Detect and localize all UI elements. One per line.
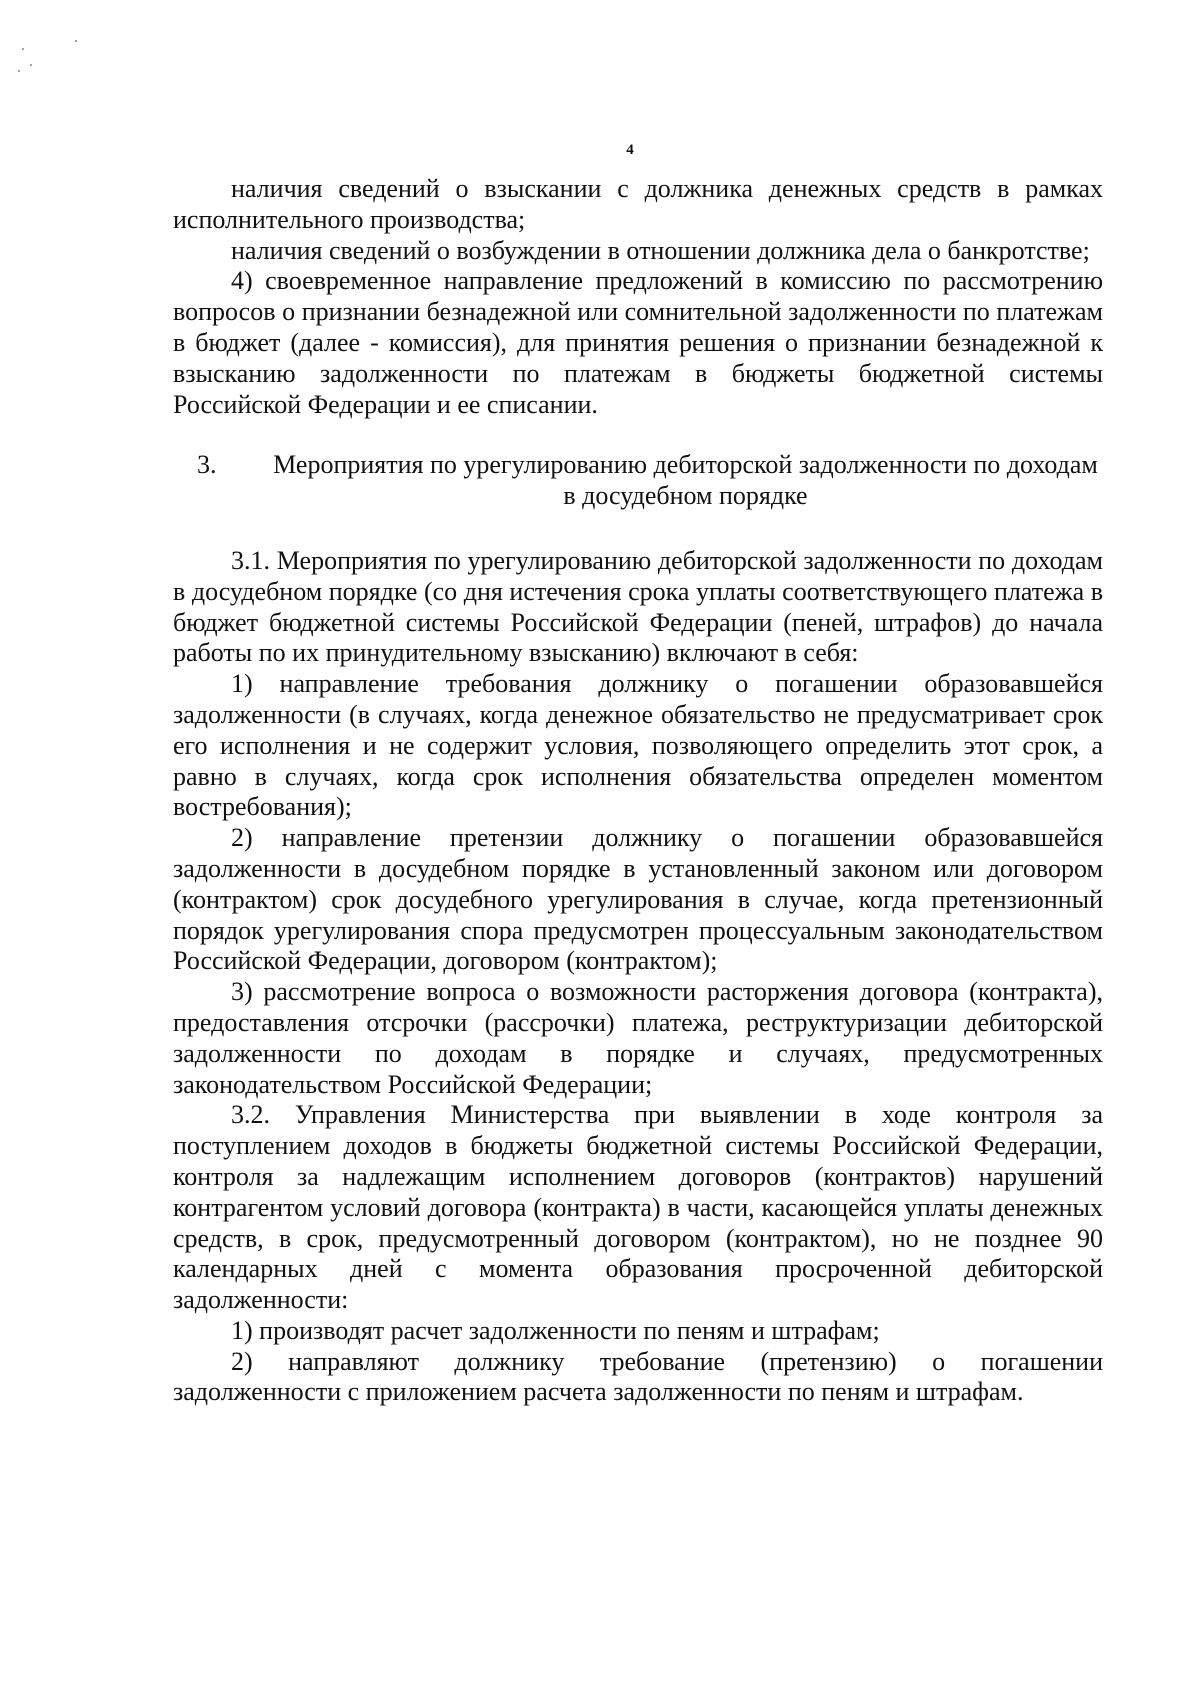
section-title: Мероприятия по урегулированию дебиторской задолженности по доходам в досудебном порядке [273,450,1098,511]
paragraph: 1) производят расчет задолженности по пеням и штрафам; [231,1315,880,1345]
paragraph: 2) направляют должнику требование (претензию) о погашении задолженности с приложением расчета задолженности по пеням и штрафам. [173,1346,1103,1407]
paragraph: 1) направление требования должнику о погашении образовавшейся задолженности (в случаях, когда денежное обязательство не предусматривает срок его исполнения и не содержит условия, позволяющего определить этот срок, а равно в случаях, когда срок исполнения обязательства определен моментом востребования); [173,669,1103,822]
paragraph: 3.2. Управления Министерства при выявлении в ходе контроля за поступлением доходов в бюджеты бюджетной системы Российской Федерации, контроля за надлежащим исполнением договоров (контрактов) нарушений контрагентом условий договора (контракта) в части, касающейся уплаты денежных средств, в срок, предусмотренный договором (контрактом), но не позднее 90 календарных дней с момента образования просроченной дебиторской задолженности: [173,1100,1103,1315]
scan-speck [75,40,77,42]
section-heading [173,450,1103,512]
paragraph: 4) своевременное направление предложений в комиссию по рассмотрению вопросов о признании безнадежной или сомнительной задолженности по платежам в бюджет (далее - комиссия), для принятия решения о признании безнадежной к взысканию задолженности по платежам в бюджеты бюджетной системы Российской Федерации и ее списании. [173,266,1103,419]
paragraph: 3.1. Мероприятия по урегулированию дебиторской задолженности по доходам в досудебном порядке (со дня истечения срока уплаты соответствующего платежа в бюджет бюджетной системы Российской Федерации (пеней, штрафов) до начала работы по их принудительному взысканию) включают в себя: [173,545,1103,668]
section-number: 3. [197,450,217,480]
document-body [173,174,1103,1408]
scan-speck [22,48,24,50]
scan-speck [18,70,20,72]
paragraph: наличия сведений о взыскании с должника денежных средств в рамках исполнительного производства; [173,174,1103,234]
paragraph: 3) рассмотрение вопроса о возможности расторжения договора (контракта), предоставления отсрочки (рассрочки) платежа, реструктуризации дебиторской задолженности по доходам в порядке и случаях, предусмотренных законодательством Российской Федерации; [173,977,1103,1099]
paragraph: 2) направление претензии должнику о погашении образовавшейся задолженности в досудебном порядке в установленный законом или договором (контрактом) срок досудебного урегулирования в случае, когда претензионный порядок урегулирования спора предусмотрен процессуальным законодательством Российской Федерации, договором (контрактом); [173,823,1103,976]
page-number: 4 [626,142,634,158]
scan-speck [30,64,32,66]
paragraph: наличия сведений о возбуждении в отношении должника дела о банкротстве; [231,235,1090,265]
